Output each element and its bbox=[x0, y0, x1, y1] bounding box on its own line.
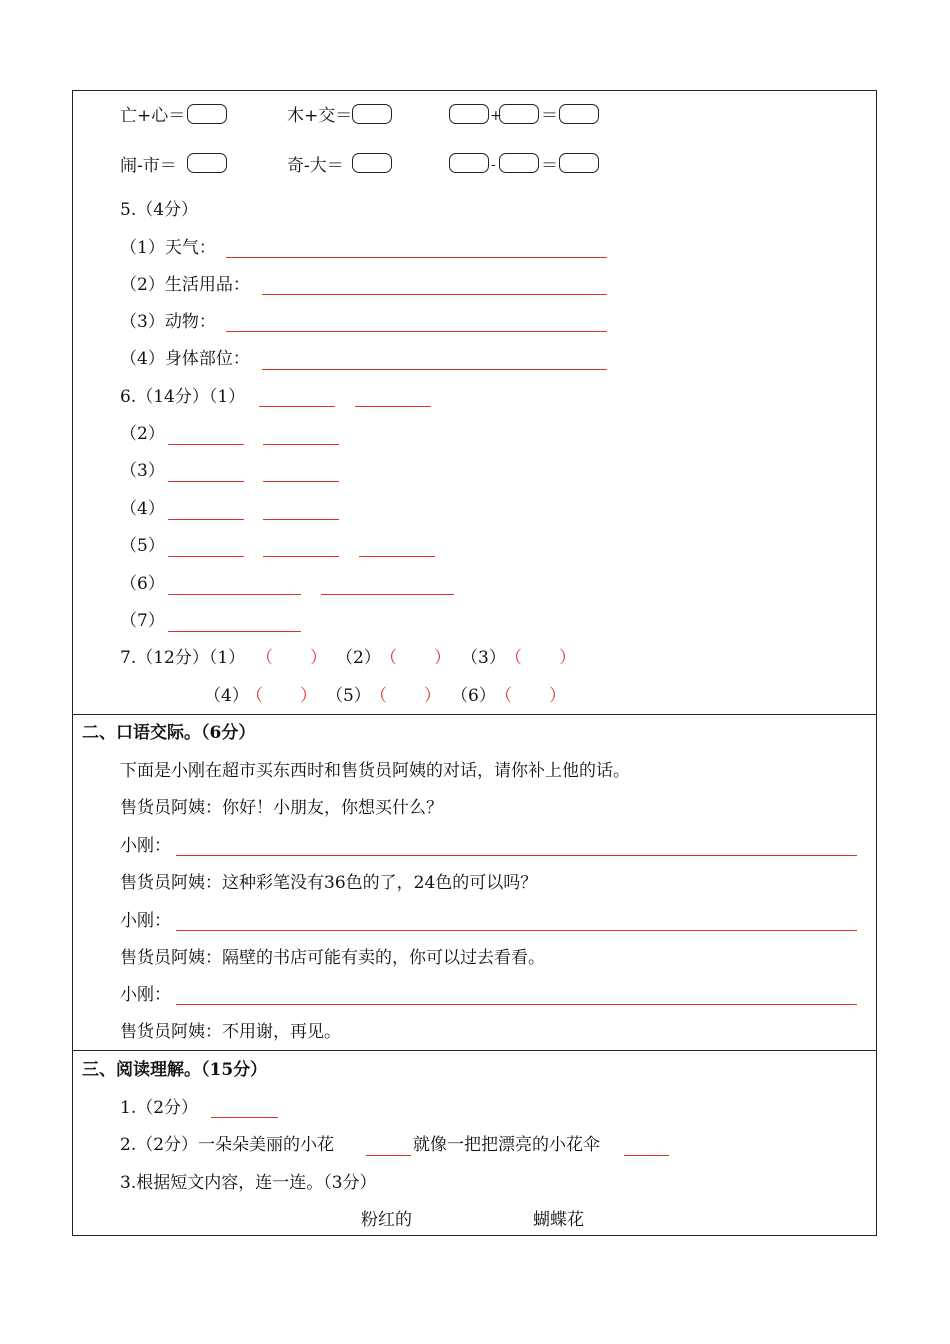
q5-answer-line-2[interactable] bbox=[262, 294, 607, 295]
q6-blank[interactable] bbox=[168, 481, 244, 482]
q7-answer-open-6[interactable]: （ bbox=[495, 686, 512, 706]
q5-item-2: （2）生活用品： bbox=[120, 275, 250, 295]
q5-item-4: （4）身体部位： bbox=[120, 349, 250, 369]
answer-box[interactable] bbox=[187, 104, 227, 124]
q7-answer-close-3: ） bbox=[559, 648, 576, 668]
dialogue-clerk-3: 售货员阿姨：隔壁的书店可能有卖的，你可以过去看看。 bbox=[120, 948, 545, 968]
q7-answer-close-5: ） bbox=[424, 686, 441, 706]
q7-label-5: （5） bbox=[326, 686, 371, 706]
match-right-item[interactable]: 蝴蝶花 bbox=[533, 1210, 584, 1230]
q5-answer-line-4[interactable] bbox=[262, 369, 607, 370]
answer-box[interactable] bbox=[449, 104, 489, 124]
reading-q2-lead: 2.（2分）一朵朵美丽的小花 bbox=[120, 1135, 335, 1155]
q6-blank[interactable] bbox=[263, 519, 339, 520]
q5-item-1: （1）天气： bbox=[120, 238, 216, 258]
q6-item-2: （2） bbox=[120, 424, 165, 444]
q6-item-6: （6） bbox=[120, 574, 165, 594]
q5-heading: 5.（4分） bbox=[120, 200, 199, 220]
q6-item-5: （5） bbox=[120, 536, 165, 556]
section-2-intro: 下面是小刚在超市买东西时和售货员阿姨的对话，请你补上他的话。 bbox=[120, 761, 630, 781]
plus-sign: + bbox=[490, 108, 502, 124]
q7-label-3: （3） bbox=[461, 648, 506, 668]
dialogue-clerk-4: 售货员阿姨：不用谢，再见。 bbox=[120, 1022, 341, 1042]
reading-q2-mid: 就像一把把漂亮的小花伞 bbox=[413, 1135, 600, 1155]
q6-blank[interactable] bbox=[321, 594, 454, 595]
reading-q1: 1.（2分） bbox=[120, 1098, 199, 1118]
section-2-title: 二、口语交际。（6分） bbox=[82, 723, 256, 743]
q7-answer-open-1[interactable]: （ bbox=[256, 648, 273, 668]
answer-box[interactable] bbox=[449, 153, 489, 173]
q7-answer-close-4: ） bbox=[300, 686, 317, 706]
char-expr-1: 亡+心＝ bbox=[120, 106, 186, 126]
dialogue-clerk-2: 售货员阿姨：这种彩笔没有36色的了，24色的可以吗？ bbox=[120, 873, 538, 893]
q7-answer-open-4[interactable]: （ bbox=[246, 686, 263, 706]
dialogue-reply-label-2: 小刚： bbox=[120, 911, 171, 931]
section-3-title: 三、阅读理解。（15分） bbox=[82, 1060, 268, 1080]
q6-blank[interactable] bbox=[168, 556, 244, 557]
q6-blank[interactable] bbox=[359, 556, 435, 557]
answer-box[interactable] bbox=[499, 104, 539, 124]
q6-blank[interactable] bbox=[263, 481, 339, 482]
reading-q2-blank-1[interactable] bbox=[366, 1155, 411, 1156]
q6-item-7: （7） bbox=[120, 611, 165, 631]
q5-answer-line-3[interactable] bbox=[226, 331, 607, 332]
dialogue-reply-line-2[interactable] bbox=[176, 930, 857, 931]
q6-blank[interactable] bbox=[263, 444, 339, 445]
section-divider-2 bbox=[72, 714, 877, 715]
q7-answer-close-2: ） bbox=[434, 648, 451, 668]
reading-q3: 3.根据短文内容，连一连。（3分） bbox=[120, 1173, 377, 1193]
minus-sign: - bbox=[491, 157, 496, 173]
q6-blank[interactable] bbox=[168, 519, 244, 520]
answer-box[interactable] bbox=[187, 153, 227, 173]
q7-answer-open-5[interactable]: （ bbox=[370, 686, 387, 706]
q6-blank[interactable] bbox=[263, 556, 339, 557]
q6-item-4: （4） bbox=[120, 499, 165, 519]
answer-box[interactable] bbox=[352, 104, 392, 124]
q6-blank[interactable] bbox=[355, 406, 431, 407]
q6-blank[interactable] bbox=[168, 631, 301, 632]
answer-box[interactable] bbox=[499, 153, 539, 173]
q6-heading: 6.（14分）（1） bbox=[120, 387, 246, 407]
q7-heading: 7.（12分）（1） bbox=[120, 648, 246, 668]
q6-blank[interactable] bbox=[168, 444, 244, 445]
q7-answer-close-6: ） bbox=[549, 686, 566, 706]
reading-q2-blank-2[interactable] bbox=[624, 1155, 669, 1156]
answer-box[interactable] bbox=[352, 153, 392, 173]
answer-box[interactable] bbox=[559, 153, 599, 173]
dialogue-reply-label-3: 小刚： bbox=[120, 985, 171, 1005]
q7-answer-open-3[interactable]: （ bbox=[505, 648, 522, 668]
q7-answer-close-1: ） bbox=[310, 648, 327, 668]
q6-item-3: （3） bbox=[120, 461, 165, 481]
char-expr-4: 奇-大＝ bbox=[287, 156, 344, 176]
equals-sign: ＝ bbox=[541, 156, 558, 176]
q5-answer-line-1[interactable] bbox=[226, 257, 607, 258]
q7-label-4: （4） bbox=[204, 686, 249, 706]
q6-blank[interactable] bbox=[259, 406, 335, 407]
dialogue-clerk-1: 售货员阿姨：你好！小朋友，你想买什么？ bbox=[120, 798, 443, 818]
equals-sign: ＝ bbox=[541, 106, 558, 126]
q7-answer-open-2[interactable]: （ bbox=[380, 648, 397, 668]
char-expr-2: 木+交＝ bbox=[287, 106, 353, 126]
section-divider-3 bbox=[72, 1050, 877, 1051]
char-expr-3: 闹-市＝ bbox=[120, 156, 177, 176]
q7-label-6: （6） bbox=[451, 686, 496, 706]
q5-item-3: （3）动物： bbox=[120, 312, 216, 332]
q6-blank[interactable] bbox=[168, 594, 301, 595]
dialogue-reply-label-1: 小刚： bbox=[120, 836, 171, 856]
q7-label-2: （2） bbox=[336, 648, 381, 668]
dialogue-reply-line-3[interactable] bbox=[176, 1004, 857, 1005]
reading-q1-blank[interactable] bbox=[211, 1117, 278, 1118]
answer-box[interactable] bbox=[559, 104, 599, 124]
match-left-item[interactable]: 粉红的 bbox=[361, 1210, 412, 1230]
dialogue-reply-line-1[interactable] bbox=[176, 855, 857, 856]
